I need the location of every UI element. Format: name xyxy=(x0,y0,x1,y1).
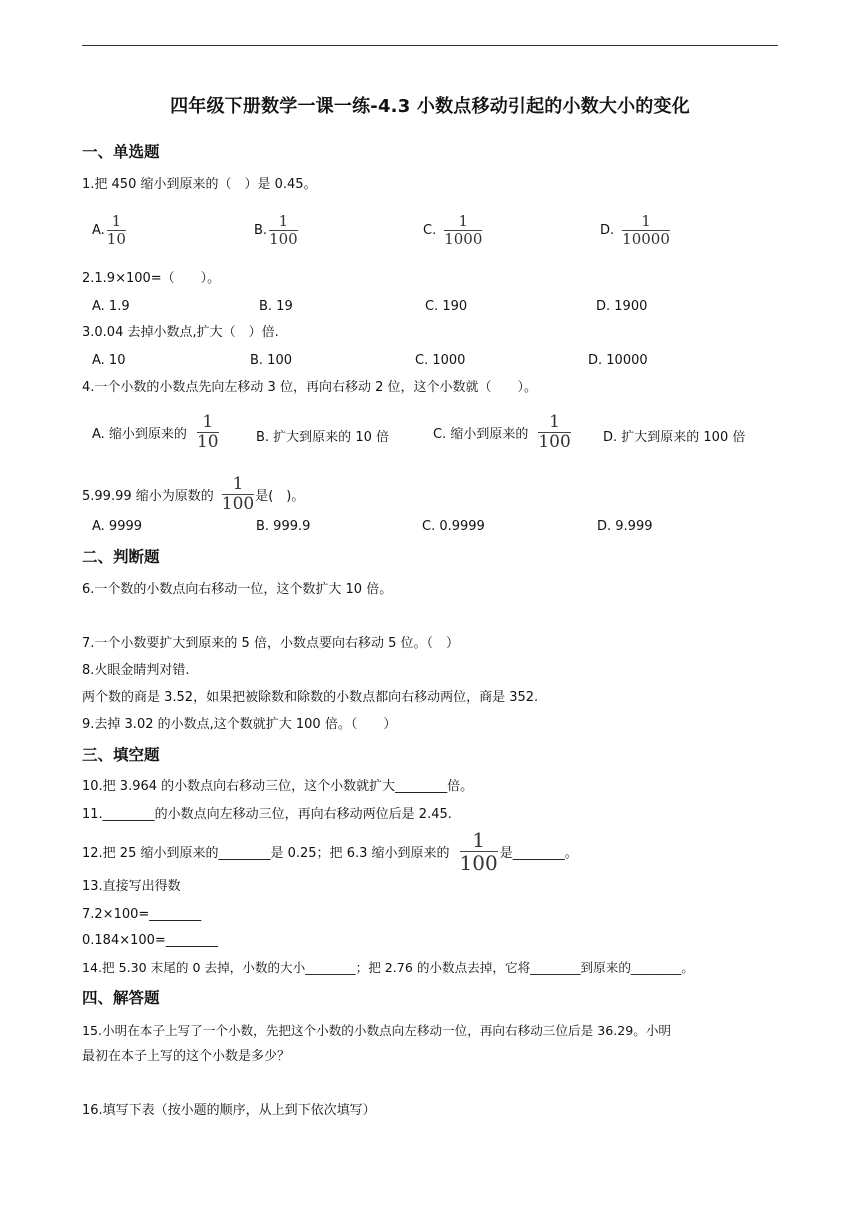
q1-option-d[interactable]: D. $\frac{1}{10000}$ xyxy=(600,212,670,248)
q5-option-a[interactable]: A. 9999 xyxy=(92,519,143,534)
question-11: 11.________的小数点向左移动三位，再向右移动两位后是 2.45. xyxy=(82,807,452,822)
q5-option-d[interactable]: D. 9.999 xyxy=(597,519,653,534)
q4-c-fraction: $\frac{1}{100}$ xyxy=(538,412,571,452)
q5-option-c[interactable]: C. 0.9999 xyxy=(422,519,485,534)
q1-d-fraction: $\frac{1}{10000}$ xyxy=(622,212,670,248)
q5-fraction: $\frac{1}{100}$ xyxy=(221,474,255,514)
page-title: 四年级下册数学一课一练-4.3 小数点移动引起的小数大小的变化 xyxy=(170,96,690,117)
q4-option-b[interactable]: B. 扩大到原来的 10 倍 xyxy=(256,430,389,445)
q4-option-a[interactable]: A. 缩小到原来的 $\frac{1}{10}$ xyxy=(92,412,219,452)
q1-option-c[interactable]: C. $\frac{1}{1000}$ xyxy=(423,212,483,248)
q1-option-a[interactable]: A. $\frac{1}{10}$ xyxy=(92,212,126,248)
q12-fraction: $\frac{1}{100}$ xyxy=(459,828,498,875)
question-3-stem: 3.0.04 去掉小数点,扩大（ ）倍. xyxy=(82,325,279,340)
question-7: 7.一个小数要扩大到原来的 5 倍，小数点要向右移动 5 位。（ ） xyxy=(82,636,459,651)
section-heading-answer: 四、解答题 xyxy=(82,989,160,1007)
question-6: 6.一个数的小数点向右移动一位，这个数扩大 10 倍。 xyxy=(82,582,393,597)
q1-c-fraction: $\frac{1}{1000}$ xyxy=(444,212,483,248)
q4-option-c[interactable]: C. 缩小到原来的 $\frac{1}{100}$ xyxy=(433,412,571,452)
q3-option-d[interactable]: D. 10000 xyxy=(588,353,648,368)
question-15-line-2: 最初在本子上写的这个小数是多少？ xyxy=(82,1049,291,1064)
q3-option-b[interactable]: B. 100 xyxy=(250,353,292,368)
question-13-b: 0.184×100=________ xyxy=(82,933,218,948)
q5-option-b[interactable]: B. 999.9 xyxy=(256,519,311,534)
question-4-stem: 4.一个小数的小数点先向左移动 3 位，再向右移动 2 位，这个小数就（ ）。 xyxy=(82,380,537,395)
section-heading-true-false: 二、判断题 xyxy=(82,548,160,566)
q1-a-fraction: $\frac{1}{10}$ xyxy=(106,212,126,248)
q3-option-c[interactable]: C. 1000 xyxy=(415,353,466,368)
question-13-a: 7.2×100=________ xyxy=(82,907,202,922)
question-10: 10.把 3.964 的小数点向右移动三位，这个小数就扩大________倍。 xyxy=(82,779,474,794)
q3-option-a[interactable]: A. 10 xyxy=(92,353,126,368)
section-heading-single-choice: 一、单选题 xyxy=(82,143,160,161)
question-8-body: 两个数的商是 3.52，如果把被除数和除数的小数点都向右移动两位，商是 352. xyxy=(82,690,539,705)
question-2-stem: 2.1.9×100=（ ）。 xyxy=(82,271,221,286)
question-13: 13.直接写出得数 xyxy=(82,879,181,894)
question-16: 16.填写下表（按小题的顺序，从上到下依次填写） xyxy=(82,1103,376,1118)
q2-option-d[interactable]: D. 1900 xyxy=(596,299,648,314)
question-5-stem: 5.99.99 缩小为原数的 $\frac{1}{100}$ 是( )。 xyxy=(82,474,305,514)
q2-option-b[interactable]: B. 19 xyxy=(259,299,293,314)
question-9: 9.去掉 3.02 的小数点,这个数就扩大 100 倍。（ ） xyxy=(82,717,397,732)
q4-option-d[interactable]: D. 扩大到原来的 100 倍 xyxy=(603,430,746,445)
q2-option-c[interactable]: C. 190 xyxy=(425,299,468,314)
question-14: 14.把 5.30 末尾的 0 去掉，小数的大小________；把 2.76 的小数点去掉，它将________到原来的________。 xyxy=(82,960,694,975)
header-rule xyxy=(82,45,778,46)
question-12: 12.把 25 缩小到原来的________是 0.25；把 6.3 缩小到原来的 $\frac{1}{100}$ 是________。 xyxy=(82,828,578,875)
q4-a-fraction: $\frac{1}{10}$ xyxy=(196,412,219,452)
q1-b-fraction: $\frac{1}{100}$ xyxy=(269,212,298,248)
question-1-stem: 1.把 450 缩小到原来的（ ）是 0.45。 xyxy=(82,177,317,192)
question-8: 8.火眼金睛判对错. xyxy=(82,663,190,678)
q1-option-b[interactable]: B. $\frac{1}{100}$ xyxy=(254,212,298,248)
q2-option-a[interactable]: A. 1.9 xyxy=(92,299,130,314)
question-15-line-1: 15.小明在本子上写了一个小数，先把这个小数的小数点向左移动一位，再向右移动三位后是 36.29。小明 xyxy=(82,1023,672,1038)
section-heading-fill-blank: 三、填空题 xyxy=(82,746,160,764)
